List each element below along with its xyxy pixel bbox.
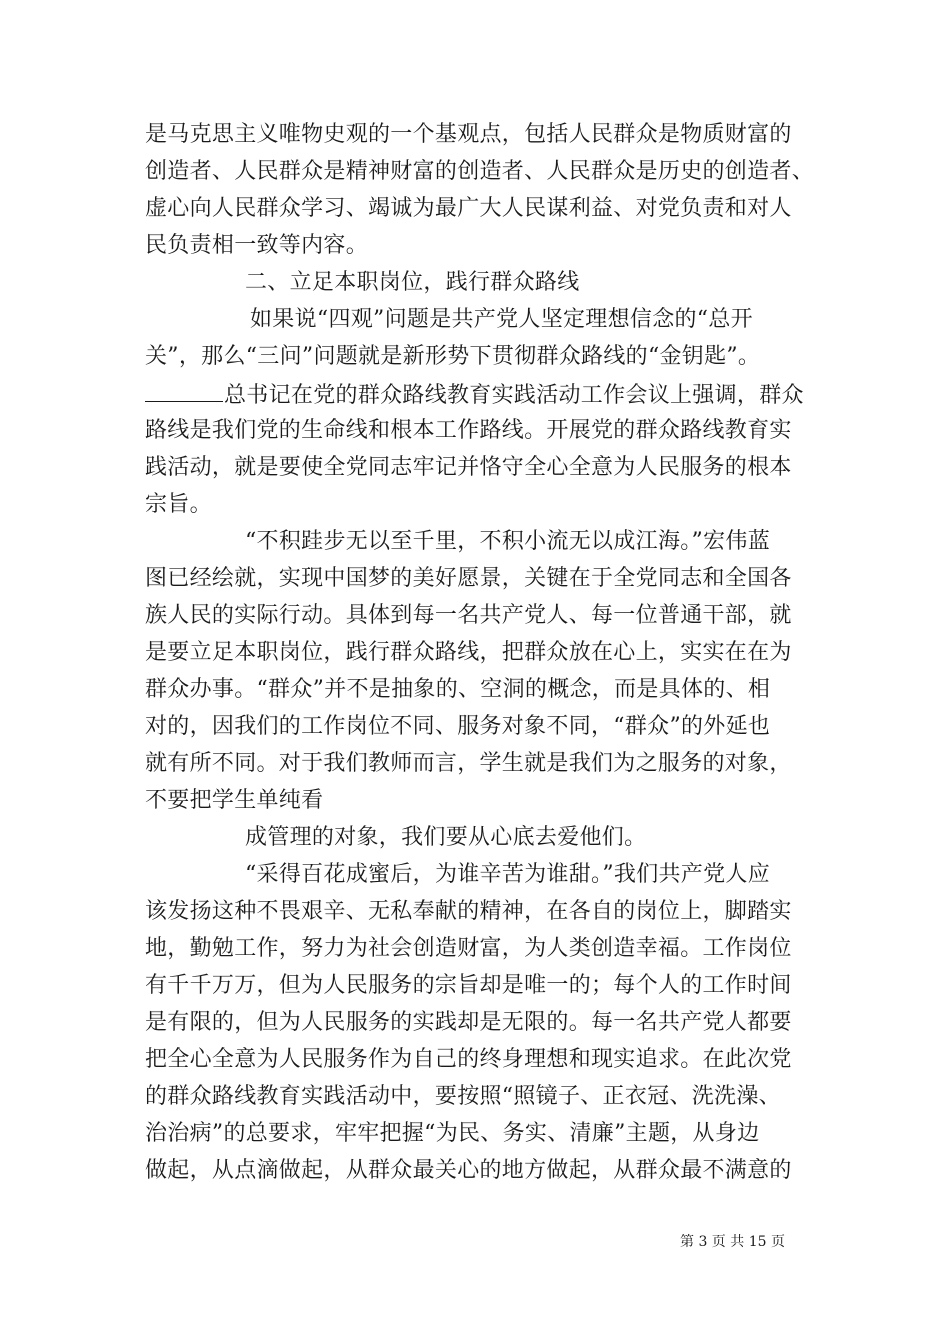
paragraph-line: 该发扬这种不畏艰辛、无私奉献的精神，在各自的岗位上，脚踏实 — [145, 899, 792, 924]
paragraph-line: 有千千万万，但为人民服务的宗旨却是唯一的；每个人的工作时间 — [145, 973, 792, 998]
paragraph-line: 对的，因我们的工作岗位不同、服务对象不同，“群众”的外延也 — [145, 714, 771, 739]
section-heading: 二、立足本职岗位，践行群众路线 — [245, 270, 580, 295]
paragraph-line: 是马克思主义唯物史观的一个基观点，包括人民群众是物质财富的 — [145, 122, 792, 147]
paragraph-line: 地，勤勉工作，努力为社会创造财富，为人类创造幸福。工作岗位 — [145, 936, 792, 961]
paragraph-line: 关”，那么“三问”问题就是新形势下贯彻群众路线的“金钥匙”。 — [145, 344, 761, 369]
paragraph-line: 是有限的，但为人民服务的实践却是无限的。每一名共产党人都要 — [145, 1010, 792, 1035]
paragraph-line: 践活动，就是要使全党同志牢记并恪守全心全意为人民服务的根本 — [145, 455, 792, 480]
paragraph-line: 的群众路线教育实践活动中，要按照“照镜子、正衣冠、洗洗澡、 — [145, 1084, 781, 1109]
paragraph-line: 把全心全意为人民服务作为自己的终身理想和现实追求。在此次党 — [145, 1047, 792, 1072]
paragraph-line: 民负责相一致等内容。 — [145, 233, 369, 258]
paragraph-line: 总书记在党的群众路线教育实践活动工作会议上强调，群众 — [145, 379, 815, 411]
paragraph-line: 路线是我们党的生命线和根本工作路线。开展党的群众路线教育实 — [145, 418, 792, 443]
paragraph-line: “不积跬步无以至千里，不积小流无以成江海。”宏伟蓝 — [245, 529, 770, 554]
redacted-blank — [145, 379, 223, 402]
paragraph-line: 是要立足本职岗位，践行群众路线，把群众放在心上，实实在在为 — [145, 640, 792, 665]
paragraph-line: 做起，从点滴做起，从群众最关心的地方做起，从群众最不满意的 — [145, 1158, 792, 1183]
paragraph-line: 就有所不同。对于我们教师而言，学生就是我们为之服务的对象， — [145, 751, 792, 776]
paragraph-line: “采得百花成蜜后，为谁辛苦为谁甜。”我们共产党人应 — [245, 862, 770, 887]
paragraph-line: 不要把学生单纯看 — [145, 788, 324, 813]
paragraph-line: 群众办事。“群众”并不是抽象的、空洞的概念，而是具体的、相 — [145, 677, 771, 702]
paragraph-line: 创造者、人民群众是精神财富的创造者、人民群众是历史的创造者、 — [145, 159, 815, 184]
paragraph-line: 宗旨。 — [145, 492, 212, 517]
paragraph-line: 图已经绘就，实现中国梦的美好愿景，关键在于全党同志和全国各 — [145, 566, 792, 591]
paragraph-line: 如果说“四观”问题是共产党人坚定理想信念的“总开 — [250, 307, 753, 332]
paragraph-line: 虚心向人民群众学习、竭诚为最广大人民谋利益、对党负责和对人 — [145, 196, 792, 221]
paragraph-line: 族人民的实际行动。具体到每一名共产党人、每一位普通干部，就 — [145, 603, 792, 628]
paragraph-line: 成管理的对象，我们要从心底去爱他们。 — [245, 825, 647, 850]
page-number: 第 3 页 共 15 页 — [680, 1234, 785, 1250]
paragraph-line: 治治病”的总要求，牢牢把握“为民、务实、清廉”主题，从身边 — [145, 1121, 760, 1146]
